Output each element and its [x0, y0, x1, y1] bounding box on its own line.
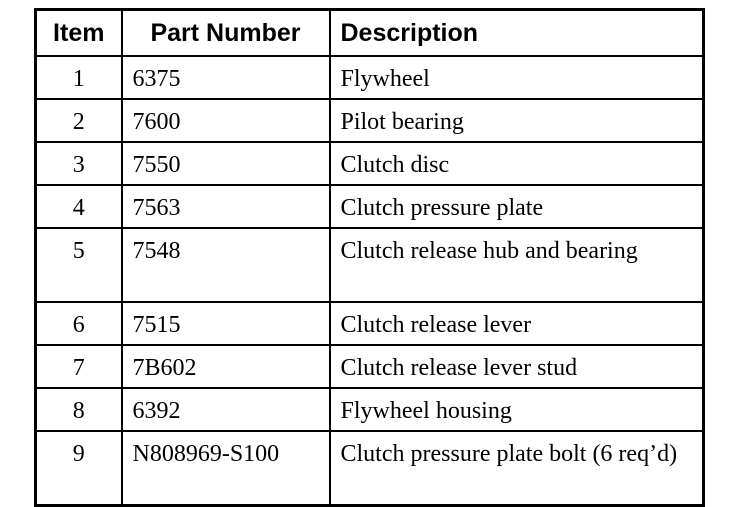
table-row	[36, 302, 704, 345]
cell-item: 5	[36, 228, 122, 302]
table-row	[36, 142, 704, 185]
cell-part-number: 7600	[122, 99, 330, 142]
cell-part-number: 7550	[122, 142, 330, 185]
table-row	[36, 56, 704, 99]
table-row	[36, 99, 704, 142]
cell-description: Clutch pressure plate bolt (6 req’d)	[330, 431, 704, 506]
header-description: Description	[330, 10, 704, 57]
cell-description: Flywheel	[330, 56, 704, 99]
parts-table	[34, 8, 705, 507]
cell-item: 2	[36, 99, 122, 142]
cell-item: 1	[36, 56, 122, 99]
cell-description: Clutch release lever stud	[330, 345, 704, 388]
cell-description: Clutch release lever	[330, 302, 704, 345]
cell-item: 4	[36, 185, 122, 228]
cell-part-number: 6375	[122, 56, 330, 99]
header-item: Item	[36, 10, 122, 57]
cell-part-number: 7B602	[122, 345, 330, 388]
cell-part-number: 7515	[122, 302, 330, 345]
cell-description: Clutch disc	[330, 142, 704, 185]
table-row	[36, 228, 704, 302]
cell-part-number: 7548	[122, 228, 330, 302]
table-header-row	[36, 10, 704, 57]
table-row	[36, 345, 704, 388]
cell-description: Pilot bearing	[330, 99, 704, 142]
header-part-number: Part Number	[122, 10, 330, 57]
cell-description: Clutch release hub and bearing	[330, 228, 704, 302]
cell-description: Flywheel housing	[330, 388, 704, 431]
cell-item: 3	[36, 142, 122, 185]
table-row	[36, 388, 704, 431]
table-row	[36, 431, 704, 506]
cell-item: 6	[36, 302, 122, 345]
cell-part-number: N808969-S100	[122, 431, 330, 506]
cell-part-number: 7563	[122, 185, 330, 228]
cell-part-number: 6392	[122, 388, 330, 431]
cell-item: 9	[36, 431, 122, 506]
table-row	[36, 185, 704, 228]
cell-description: Clutch pressure plate	[330, 185, 704, 228]
cell-item: 8	[36, 388, 122, 431]
cell-item: 7	[36, 345, 122, 388]
